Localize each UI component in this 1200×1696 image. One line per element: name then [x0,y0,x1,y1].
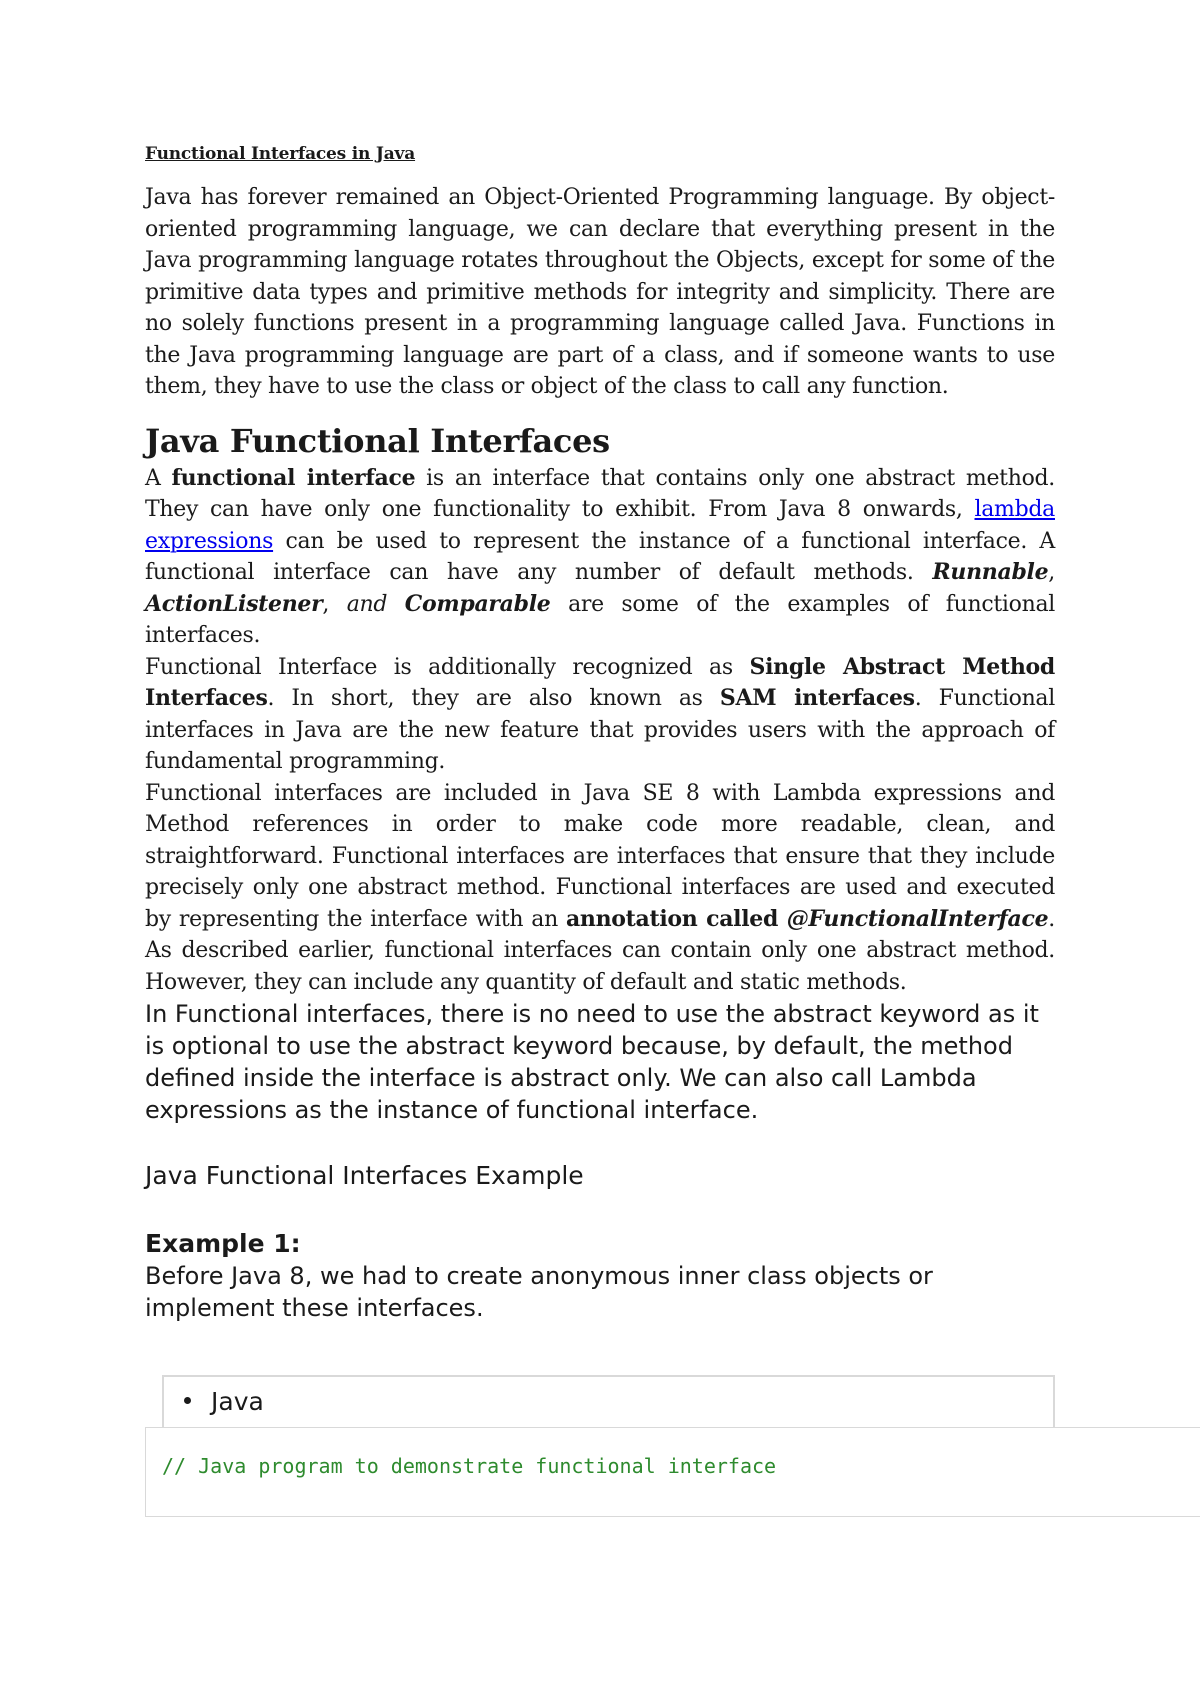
bold-term: Single Abstract Method Interfaces [145,653,1056,711]
code-block [145,1427,1200,1517]
functional-interface-annotation: @FunctionalInterface [786,905,1049,932]
runnable-term: Runnable [932,559,1049,585]
example-1-heading: Example 1: [145,1229,301,1258]
bold-term: SAM interfaces [719,685,915,711]
intro-paragraph: Java has forever remained an Object-Oriented Programming language. By object-oriented programming language, we can declare that everything present in the Java programming language rotates throughout the Objects, except for some of the primitive data types and primitive methods for integrity and simplicity. There are no solely functions present in a programming language called Java. Functions in the Java programming language are part of a class, and if someone wants to use them, they have to use the class or object of the class to call any function. [145,185,1055,399]
text-run: . Functional interfaces in Java are the new feature that provides users with the approach of fundamental programming. [145,686,1055,774]
code-language-tabs [162,1375,1055,1427]
lambda-expressions-link[interactable]: lambda expressions [145,497,1055,554]
text-run: . As described earlier, functional interfaces can contain only one abstract method. However, they can include any quantity of default and static methods. [145,906,1055,995]
text-run: Functional interfaces are included in Java SE 8 with Lambda expressions and Method references in order to make code more readable, clean, and straightforward. Functional interfaces are interfaces that ensure that they include precisely only one abstract method. Functional interfaces are used and executed by representing the interface with an [145,780,1055,932]
bold-term: annotation called [565,905,787,932]
document-content [145,144,1055,1324]
code-comment-line: // Java program to demonstrate functional interface [162,1454,777,1478]
text-run: is an interface that contains only one abstract method. They can have only one functionality to exhibit. From Java 8 onwards, [145,465,1055,522]
text-run: are some of the examples of functional interfaces. [145,591,1055,648]
section-heading: Java Functional Interfaces [145,421,610,460]
tab-java[interactable] [184,1387,264,1416]
text-run: Functional Interface is additionally recognized as [145,654,750,680]
paragraph-functional-interface [145,463,1055,652]
actionlistener-term: ActionListener [145,590,323,617]
bold-term: functional interface [171,464,416,491]
text-run: A [145,465,172,491]
tab-label: Java [211,1387,264,1416]
example-section-heading: Java Functional Interfaces Example [145,1161,584,1190]
paragraph-annotation [145,778,1055,999]
comparable-term: Comparable [404,590,551,617]
bullet-icon [184,1397,191,1404]
text-run: can be used to represent the instance of a functional interface. A functional interface can have any number of default methods. [145,528,1055,585]
text-run [387,592,405,617]
paragraph-sam [145,652,1055,778]
text-run: , [1048,560,1055,585]
example-1-text: Before Java 8, we had to create anonymous inner class objects or implement these interfaces. [145,1262,933,1322]
text-run: . In short, they are also known as [267,686,720,711]
italic-and: and [346,591,388,617]
paragraph-abstract-keyword: In Functional interfaces, there is no need to use the abstract keyword as it is optional to use the abstract keyword because, by default, the method defined inside the interface is abstract only. We can also call Lambda expressions as the instance of functional interface. [145,1000,1039,1124]
text-run: , [322,591,347,617]
document-title: Functional Interfaces in Java [145,144,416,164]
